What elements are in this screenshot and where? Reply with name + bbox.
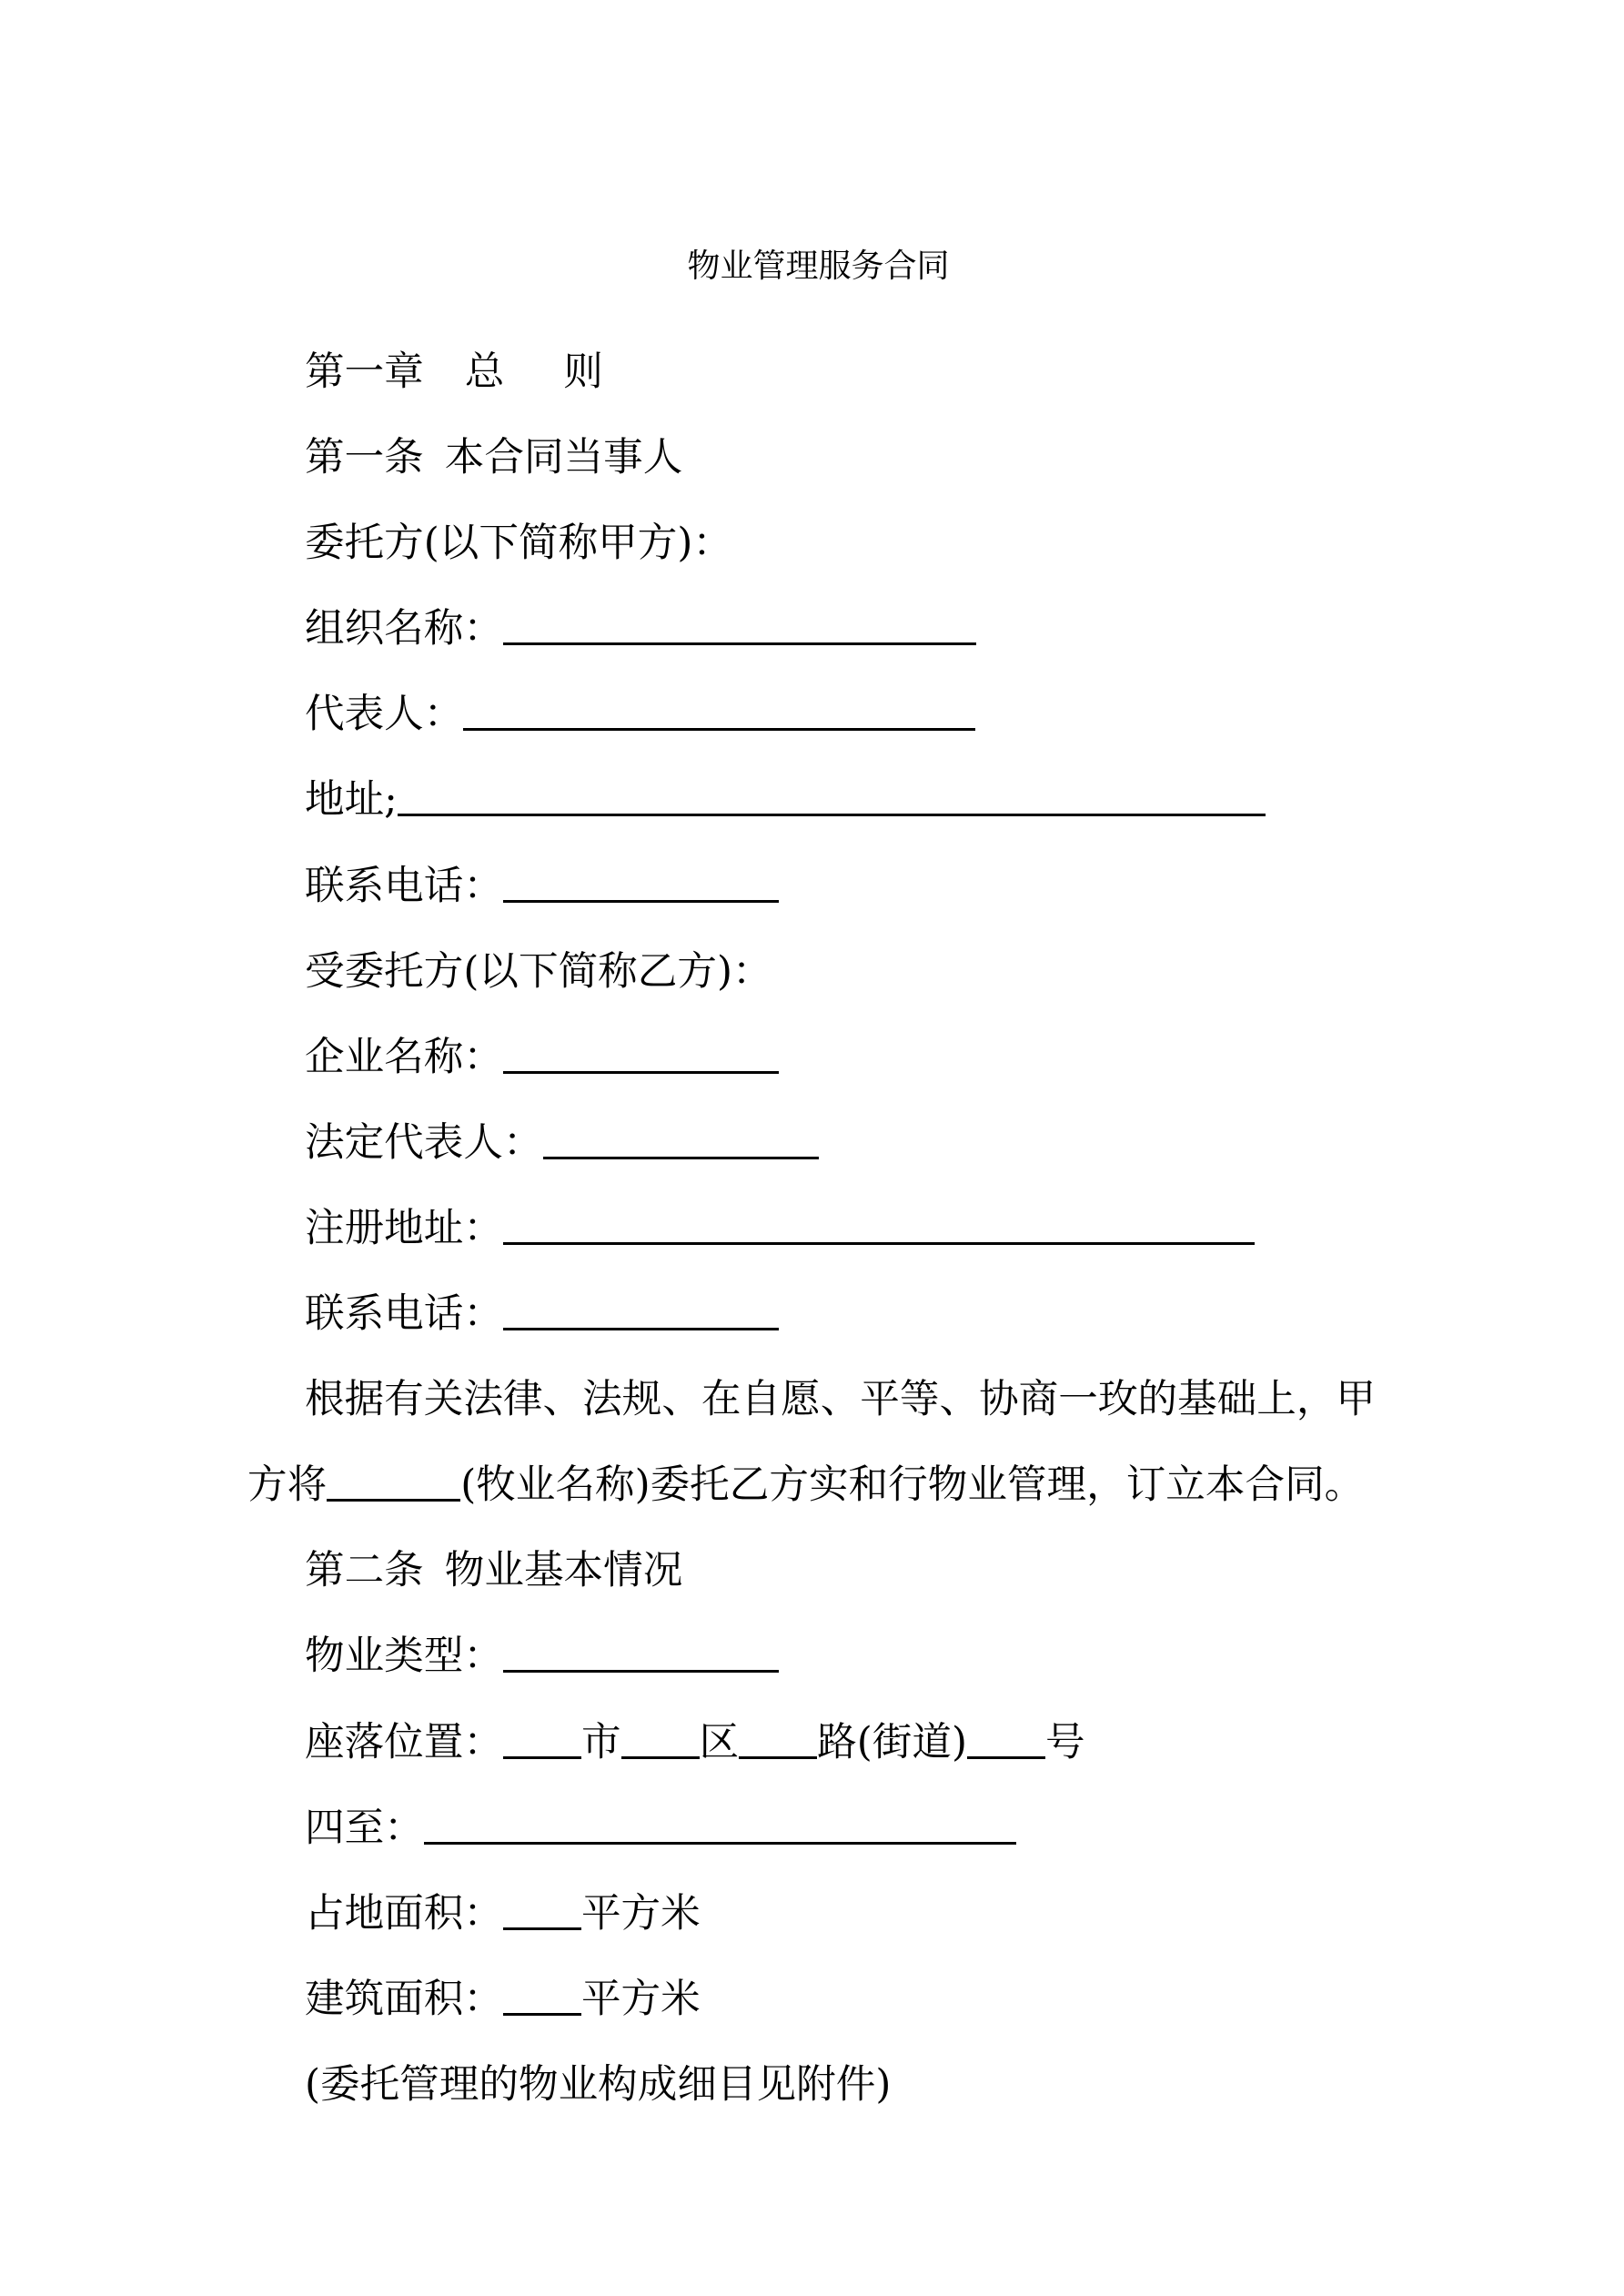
party-a-address-row — [247, 757, 1521, 843]
appendix-note: (委托管理的物业构成细目见附件) — [305, 2061, 892, 2108]
article-1-heading — [247, 415, 1521, 501]
field-label: 座落位置： — [305, 1719, 503, 1765]
document-body — [247, 329, 1521, 2128]
number-blank — [967, 1756, 1045, 1759]
field-label: 建筑面积： — [305, 1976, 503, 2022]
field-label: 法定代表人： — [305, 1119, 543, 1166]
field-label: 四至： — [305, 1805, 424, 1851]
article-title: 本合同当事人 — [444, 435, 683, 481]
party-b-legal-representative-row — [247, 1100, 1521, 1186]
party-b-company-name-row — [247, 1015, 1521, 1100]
field-label: 占地面积： — [305, 1890, 503, 1937]
district-unit: 区 — [699, 1719, 740, 1765]
field-blank — [398, 814, 1266, 816]
district-blank — [621, 1756, 700, 1759]
preamble-text: (牧业名称)委托乙方实和行物业管理，订立本合同。 — [460, 1462, 1365, 1509]
party-a-phone-row — [247, 844, 1521, 929]
article-title: 物业基本情况 — [444, 1548, 683, 1594]
field-blank — [543, 1157, 819, 1159]
field-label: 组织名称： — [305, 606, 503, 652]
preamble-text: 方将 — [247, 1462, 328, 1509]
field-blank — [503, 1071, 779, 1074]
unit-label: 平方米 — [580, 1890, 701, 1937]
property-type-row — [247, 1613, 1521, 1699]
document-title: 物业管理服务合同 — [687, 248, 950, 285]
party-b-phone-row — [247, 1271, 1521, 1357]
city-unit: 市 — [580, 1719, 621, 1765]
article-2-heading — [247, 1528, 1521, 1613]
field-blank — [503, 2013, 581, 2016]
preamble-line-2 — [247, 1442, 1521, 1528]
party-b-registered-address-row — [247, 1186, 1521, 1271]
field-label: 联系电话： — [305, 863, 503, 909]
article-number: 第一条 — [305, 435, 424, 481]
field-blank — [463, 728, 975, 731]
party-a-representative-row — [247, 672, 1521, 757]
field-label: 物业类型： — [305, 1633, 503, 1680]
land-area-row — [247, 1871, 1521, 1957]
property-location-row — [247, 1700, 1521, 1785]
field-blank — [503, 900, 779, 903]
field-blank — [503, 1927, 581, 1930]
party-a-organization-name-row — [247, 586, 1521, 672]
road-unit: 路(街道) — [817, 1719, 967, 1765]
building-area-row — [247, 1957, 1521, 2042]
party-b-heading: 受委托方(以下简称乙方)： — [305, 948, 772, 995]
chapter-title: 总 则 — [464, 349, 603, 395]
chapter-number: 第一章 — [305, 349, 424, 395]
field-label: 企业名称： — [305, 1034, 503, 1080]
field-blank — [503, 1670, 779, 1673]
preamble-line-1: 根据有关法律、法规、在自愿、平等、协商一玫的基础上，甲 — [305, 1377, 1377, 1423]
field-blank — [503, 1242, 1255, 1245]
field-blank — [503, 642, 976, 645]
city-blank — [503, 1756, 581, 1759]
number-unit: 号 — [1044, 1719, 1085, 1765]
road-blank — [739, 1756, 817, 1759]
field-label: 注册地址： — [305, 1205, 503, 1251]
field-label: 联系电话： — [305, 1291, 503, 1338]
field-blank — [503, 1328, 779, 1330]
field-blank — [424, 1842, 1016, 1845]
property-name-blank — [327, 1499, 460, 1502]
property-boundaries-row — [247, 1785, 1521, 1871]
chapter-heading — [247, 329, 1521, 415]
article-number: 第二条 — [305, 1548, 424, 1594]
party-a-heading: 委托方(以下简称甲方)： — [305, 521, 732, 567]
field-label: 代表人： — [305, 692, 464, 738]
unit-label: 平方米 — [580, 1976, 701, 2022]
field-label: 地址; — [305, 777, 398, 824]
